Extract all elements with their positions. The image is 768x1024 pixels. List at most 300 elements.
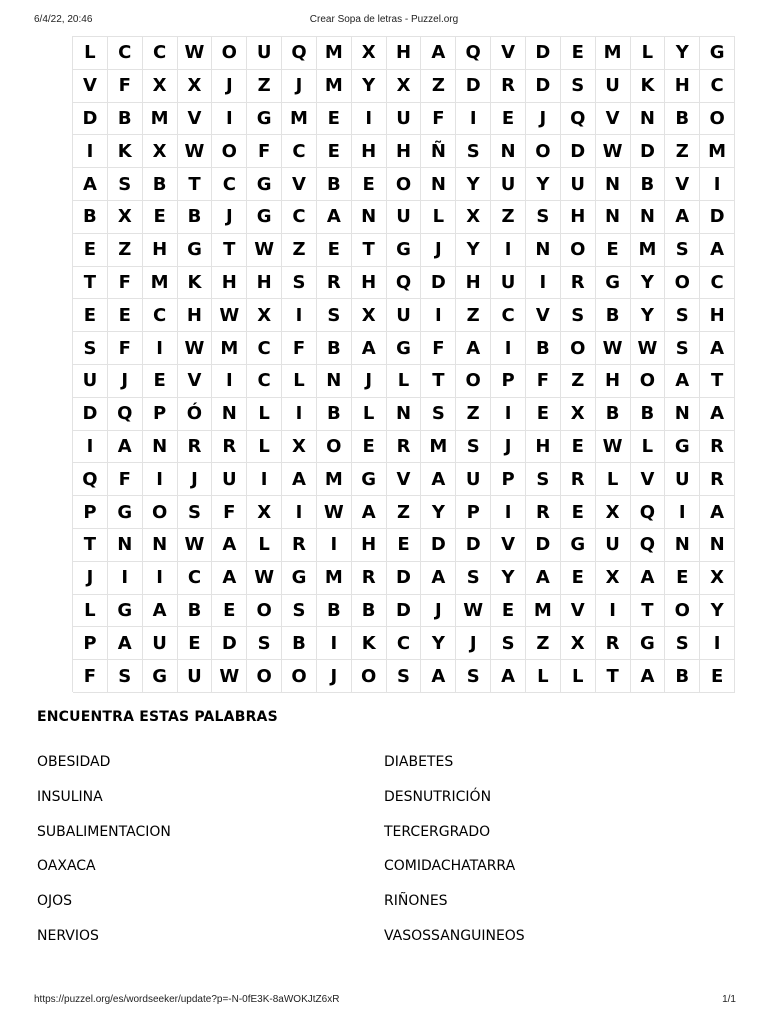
grid-cell[interactable]: A	[108, 431, 143, 464]
grid-cell[interactable]: T	[73, 267, 108, 300]
grid-cell[interactable]: S	[317, 299, 352, 332]
grid-cell[interactable]: G	[178, 234, 213, 267]
grid-cell[interactable]: B	[631, 398, 666, 431]
grid-cell[interactable]: M	[317, 463, 352, 496]
grid-cell[interactable]: Q	[631, 496, 666, 529]
grid-cell[interactable]: G	[631, 627, 666, 660]
grid-cell[interactable]: G	[108, 595, 143, 628]
grid-cell[interactable]: B	[73, 201, 108, 234]
grid-cell[interactable]: L	[561, 660, 596, 693]
grid-cell[interactable]: B	[317, 398, 352, 431]
grid-cell[interactable]: G	[387, 332, 422, 365]
grid-cell[interactable]: Z	[247, 70, 282, 103]
grid-cell[interactable]: M	[700, 135, 735, 168]
grid-cell[interactable]: X	[178, 70, 213, 103]
grid-cell[interactable]: H	[456, 267, 491, 300]
grid-cell[interactable]: G	[561, 529, 596, 562]
grid-cell[interactable]: M	[631, 234, 666, 267]
grid-cell[interactable]: C	[282, 201, 317, 234]
grid-cell[interactable]: U	[247, 37, 282, 70]
grid-cell[interactable]: S	[178, 496, 213, 529]
grid-cell[interactable]: I	[491, 496, 526, 529]
grid-cell[interactable]: J	[73, 562, 108, 595]
grid-cell[interactable]: S	[561, 70, 596, 103]
grid-cell[interactable]: J	[526, 103, 561, 136]
grid-cell[interactable]: F	[421, 332, 456, 365]
grid-cell[interactable]: O	[317, 431, 352, 464]
grid-cell[interactable]: M	[317, 70, 352, 103]
grid-cell[interactable]: X	[352, 37, 387, 70]
grid-cell[interactable]: M	[143, 103, 178, 136]
grid-cell[interactable]: V	[491, 37, 526, 70]
grid-cell[interactable]: U	[456, 463, 491, 496]
grid-cell[interactable]: P	[456, 496, 491, 529]
grid-cell[interactable]: D	[526, 529, 561, 562]
grid-cell[interactable]: G	[387, 234, 422, 267]
grid-cell[interactable]: X	[143, 135, 178, 168]
grid-cell[interactable]: N	[143, 431, 178, 464]
grid-cell[interactable]: I	[282, 299, 317, 332]
grid-cell[interactable]: S	[247, 627, 282, 660]
grid-cell[interactable]: D	[73, 398, 108, 431]
grid-cell[interactable]: I	[143, 463, 178, 496]
grid-cell[interactable]: M	[526, 595, 561, 628]
grid-cell[interactable]: A	[421, 562, 456, 595]
grid-cell[interactable]: I	[491, 332, 526, 365]
grid-cell[interactable]: D	[561, 135, 596, 168]
grid-cell[interactable]: B	[282, 627, 317, 660]
grid-cell[interactable]: A	[352, 332, 387, 365]
grid-cell[interactable]: Z	[665, 135, 700, 168]
grid-cell[interactable]: E	[526, 398, 561, 431]
grid-cell[interactable]: N	[421, 168, 456, 201]
grid-cell[interactable]: A	[631, 660, 666, 693]
grid-cell[interactable]: R	[561, 267, 596, 300]
grid-cell[interactable]: D	[526, 37, 561, 70]
grid-cell[interactable]: Z	[561, 365, 596, 398]
grid-cell[interactable]: L	[247, 431, 282, 464]
grid-cell[interactable]: I	[421, 299, 456, 332]
grid-cell[interactable]: T	[700, 365, 735, 398]
grid-cell[interactable]: I	[352, 103, 387, 136]
grid-cell[interactable]: K	[631, 70, 666, 103]
grid-cell[interactable]: A	[700, 398, 735, 431]
grid-cell[interactable]: S	[421, 398, 456, 431]
grid-cell[interactable]: I	[526, 267, 561, 300]
grid-cell[interactable]: H	[178, 299, 213, 332]
grid-cell[interactable]: X	[456, 201, 491, 234]
grid-cell[interactable]: Z	[282, 234, 317, 267]
grid-cell[interactable]: Y	[526, 168, 561, 201]
grid-cell[interactable]: Y	[631, 267, 666, 300]
grid-cell[interactable]: A	[352, 496, 387, 529]
grid-cell[interactable]: I	[108, 562, 143, 595]
grid-cell[interactable]: I	[212, 365, 247, 398]
grid-cell[interactable]: L	[421, 201, 456, 234]
grid-cell[interactable]: C	[700, 267, 735, 300]
grid-cell[interactable]: B	[665, 660, 700, 693]
grid-cell[interactable]: P	[491, 365, 526, 398]
grid-cell[interactable]: L	[631, 431, 666, 464]
grid-cell[interactable]: U	[561, 168, 596, 201]
grid-cell[interactable]: L	[282, 365, 317, 398]
grid-cell[interactable]: L	[247, 398, 282, 431]
grid-cell[interactable]: N	[108, 529, 143, 562]
grid-cell[interactable]: B	[317, 595, 352, 628]
grid-cell[interactable]: B	[665, 103, 700, 136]
grid-cell[interactable]: I	[665, 496, 700, 529]
grid-cell[interactable]: L	[73, 595, 108, 628]
grid-cell[interactable]: C	[143, 37, 178, 70]
grid-cell[interactable]: X	[387, 70, 422, 103]
grid-cell[interactable]: W	[178, 135, 213, 168]
grid-cell[interactable]: R	[352, 562, 387, 595]
grid-cell[interactable]: L	[596, 463, 631, 496]
grid-cell[interactable]: Y	[700, 595, 735, 628]
grid-cell[interactable]: Q	[456, 37, 491, 70]
grid-cell[interactable]: I	[282, 398, 317, 431]
grid-cell[interactable]: E	[596, 234, 631, 267]
grid-cell[interactable]: J	[352, 365, 387, 398]
grid-cell[interactable]: O	[665, 595, 700, 628]
grid-cell[interactable]: E	[143, 365, 178, 398]
grid-cell[interactable]: D	[387, 595, 422, 628]
grid-cell[interactable]: B	[526, 332, 561, 365]
grid-cell[interactable]: I	[212, 103, 247, 136]
grid-cell[interactable]: M	[421, 431, 456, 464]
grid-cell[interactable]: Q	[387, 267, 422, 300]
grid-cell[interactable]: I	[491, 234, 526, 267]
grid-cell[interactable]: G	[352, 463, 387, 496]
grid-cell[interactable]: L	[526, 660, 561, 693]
grid-cell[interactable]: G	[282, 562, 317, 595]
grid-cell[interactable]: Q	[108, 398, 143, 431]
grid-cell[interactable]: L	[247, 529, 282, 562]
grid-cell[interactable]: R	[282, 529, 317, 562]
grid-cell[interactable]: U	[491, 168, 526, 201]
grid-cell[interactable]: S	[561, 299, 596, 332]
grid-cell[interactable]: R	[561, 463, 596, 496]
grid-cell[interactable]: A	[526, 562, 561, 595]
grid-cell[interactable]: X	[700, 562, 735, 595]
grid-cell[interactable]: X	[561, 398, 596, 431]
grid-cell[interactable]: G	[247, 103, 282, 136]
grid-cell[interactable]: M	[317, 562, 352, 595]
grid-cell[interactable]: D	[73, 103, 108, 136]
grid-cell[interactable]: K	[178, 267, 213, 300]
grid-cell[interactable]: Y	[491, 562, 526, 595]
grid-cell[interactable]: B	[596, 398, 631, 431]
grid-cell[interactable]: F	[108, 267, 143, 300]
grid-cell[interactable]: D	[456, 529, 491, 562]
grid-cell[interactable]: F	[526, 365, 561, 398]
grid-cell[interactable]: I	[596, 595, 631, 628]
grid-cell[interactable]: R	[526, 496, 561, 529]
grid-cell[interactable]: O	[143, 496, 178, 529]
grid-cell[interactable]: B	[596, 299, 631, 332]
grid-cell[interactable]: B	[317, 168, 352, 201]
grid-cell[interactable]: W	[178, 529, 213, 562]
grid-cell[interactable]: F	[108, 463, 143, 496]
grid-cell[interactable]: G	[665, 431, 700, 464]
grid-cell[interactable]: J	[421, 234, 456, 267]
grid-cell[interactable]: C	[108, 37, 143, 70]
grid-cell[interactable]: W	[178, 332, 213, 365]
grid-cell[interactable]: E	[73, 234, 108, 267]
grid-cell[interactable]: V	[596, 103, 631, 136]
grid-cell[interactable]: S	[665, 627, 700, 660]
grid-cell[interactable]: W	[631, 332, 666, 365]
grid-cell[interactable]: N	[387, 398, 422, 431]
grid-cell[interactable]: X	[352, 299, 387, 332]
grid-cell[interactable]: J	[491, 431, 526, 464]
grid-cell[interactable]: D	[456, 70, 491, 103]
grid-cell[interactable]: Y	[456, 168, 491, 201]
grid-cell[interactable]: C	[247, 365, 282, 398]
grid-cell[interactable]: P	[73, 627, 108, 660]
grid-cell[interactable]: E	[143, 201, 178, 234]
grid-cell[interactable]: U	[387, 103, 422, 136]
grid-cell[interactable]: X	[596, 496, 631, 529]
grid-cell[interactable]: A	[665, 201, 700, 234]
grid-cell[interactable]: A	[700, 234, 735, 267]
grid-cell[interactable]: X	[247, 299, 282, 332]
grid-cell[interactable]: A	[108, 627, 143, 660]
grid-cell[interactable]: O	[561, 332, 596, 365]
grid-cell[interactable]: X	[108, 201, 143, 234]
grid-cell[interactable]: E	[352, 431, 387, 464]
grid-cell[interactable]: G	[596, 267, 631, 300]
grid-cell[interactable]: N	[317, 365, 352, 398]
grid-cell[interactable]: S	[665, 234, 700, 267]
grid-cell[interactable]: P	[491, 463, 526, 496]
grid-cell[interactable]: Q	[561, 103, 596, 136]
grid-cell[interactable]: G	[700, 37, 735, 70]
grid-cell[interactable]: H	[665, 70, 700, 103]
grid-cell[interactable]: F	[108, 332, 143, 365]
grid-cell[interactable]: H	[352, 267, 387, 300]
grid-cell[interactable]: S	[282, 595, 317, 628]
grid-cell[interactable]: Z	[421, 70, 456, 103]
grid-cell[interactable]: T	[212, 234, 247, 267]
grid-cell[interactable]: R	[700, 463, 735, 496]
grid-cell[interactable]: O	[526, 135, 561, 168]
grid-cell[interactable]: T	[73, 529, 108, 562]
grid-cell[interactable]: E	[665, 562, 700, 595]
grid-cell[interactable]: Y	[421, 627, 456, 660]
grid-cell[interactable]: J	[282, 70, 317, 103]
grid-cell[interactable]: L	[73, 37, 108, 70]
grid-cell[interactable]: E	[178, 627, 213, 660]
grid-cell[interactable]: M	[282, 103, 317, 136]
grid-cell[interactable]: R	[178, 431, 213, 464]
grid-cell[interactable]: S	[108, 168, 143, 201]
grid-cell[interactable]: A	[317, 201, 352, 234]
grid-cell[interactable]: I	[700, 168, 735, 201]
grid-cell[interactable]: W	[212, 660, 247, 693]
grid-cell[interactable]: G	[247, 201, 282, 234]
grid-cell[interactable]: F	[108, 70, 143, 103]
grid-cell[interactable]: E	[387, 529, 422, 562]
grid-cell[interactable]: I	[73, 135, 108, 168]
grid-cell[interactable]: O	[352, 660, 387, 693]
grid-cell[interactable]: B	[143, 168, 178, 201]
grid-cell[interactable]: T	[596, 660, 631, 693]
grid-cell[interactable]: X	[247, 496, 282, 529]
grid-cell[interactable]: E	[561, 431, 596, 464]
grid-cell[interactable]: Z	[108, 234, 143, 267]
grid-cell[interactable]: I	[317, 627, 352, 660]
grid-cell[interactable]: R	[700, 431, 735, 464]
grid-cell[interactable]: C	[700, 70, 735, 103]
grid-cell[interactable]: O	[665, 267, 700, 300]
grid-cell[interactable]: H	[561, 201, 596, 234]
grid-cell[interactable]: Z	[456, 299, 491, 332]
grid-cell[interactable]: N	[143, 529, 178, 562]
grid-cell[interactable]: E	[561, 37, 596, 70]
grid-cell[interactable]: N	[665, 529, 700, 562]
grid-cell[interactable]: Y	[456, 234, 491, 267]
grid-cell[interactable]: C	[387, 627, 422, 660]
grid-cell[interactable]: I	[247, 463, 282, 496]
grid-cell[interactable]: E	[317, 103, 352, 136]
grid-cell[interactable]: M	[317, 37, 352, 70]
grid-cell[interactable]: D	[631, 135, 666, 168]
grid-cell[interactable]: A	[631, 562, 666, 595]
grid-cell[interactable]: A	[143, 595, 178, 628]
grid-cell[interactable]: V	[631, 463, 666, 496]
grid-cell[interactable]: J	[108, 365, 143, 398]
grid-cell[interactable]: D	[700, 201, 735, 234]
grid-cell[interactable]: O	[212, 37, 247, 70]
grid-cell[interactable]: O	[700, 103, 735, 136]
grid-cell[interactable]: I	[282, 496, 317, 529]
grid-cell[interactable]: J	[212, 70, 247, 103]
grid-cell[interactable]: T	[421, 365, 456, 398]
grid-cell[interactable]: S	[526, 201, 561, 234]
grid-cell[interactable]: O	[631, 365, 666, 398]
grid-cell[interactable]: Y	[665, 37, 700, 70]
grid-cell[interactable]: N	[526, 234, 561, 267]
grid-cell[interactable]: R	[212, 431, 247, 464]
grid-cell[interactable]: O	[561, 234, 596, 267]
grid-cell[interactable]: D	[421, 267, 456, 300]
grid-cell[interactable]: F	[421, 103, 456, 136]
grid-cell[interactable]: V	[73, 70, 108, 103]
grid-cell[interactable]: I	[456, 103, 491, 136]
grid-cell[interactable]: L	[387, 365, 422, 398]
grid-cell[interactable]: W	[212, 299, 247, 332]
grid-cell[interactable]: M	[596, 37, 631, 70]
grid-cell[interactable]: U	[178, 660, 213, 693]
grid-cell[interactable]: D	[212, 627, 247, 660]
grid-cell[interactable]: U	[73, 365, 108, 398]
grid-cell[interactable]: O	[247, 660, 282, 693]
grid-cell[interactable]: H	[247, 267, 282, 300]
grid-cell[interactable]: E	[561, 496, 596, 529]
grid-cell[interactable]: Y	[421, 496, 456, 529]
grid-cell[interactable]: X	[143, 70, 178, 103]
grid-cell[interactable]: O	[282, 660, 317, 693]
grid-cell[interactable]: Z	[491, 201, 526, 234]
grid-cell[interactable]: B	[352, 595, 387, 628]
grid-cell[interactable]: A	[456, 332, 491, 365]
grid-cell[interactable]: S	[665, 332, 700, 365]
grid-cell[interactable]: E	[561, 562, 596, 595]
grid-cell[interactable]: W	[456, 595, 491, 628]
grid-cell[interactable]: L	[631, 37, 666, 70]
grid-cell[interactable]: I	[491, 398, 526, 431]
grid-cell[interactable]: M	[143, 267, 178, 300]
grid-cell[interactable]: E	[73, 299, 108, 332]
grid-cell[interactable]: J	[212, 201, 247, 234]
grid-cell[interactable]: S	[387, 660, 422, 693]
grid-cell[interactable]: E	[491, 103, 526, 136]
grid-cell[interactable]: H	[526, 431, 561, 464]
grid-cell[interactable]: E	[212, 595, 247, 628]
grid-cell[interactable]: T	[178, 168, 213, 201]
grid-cell[interactable]: A	[665, 365, 700, 398]
grid-cell[interactable]: E	[108, 299, 143, 332]
grid-cell[interactable]: U	[212, 463, 247, 496]
grid-cell[interactable]: H	[212, 267, 247, 300]
grid-cell[interactable]: S	[526, 463, 561, 496]
grid-cell[interactable]: B	[178, 201, 213, 234]
grid-cell[interactable]: F	[282, 332, 317, 365]
grid-cell[interactable]: U	[387, 299, 422, 332]
grid-cell[interactable]: R	[491, 70, 526, 103]
grid-cell[interactable]: A	[73, 168, 108, 201]
grid-cell[interactable]: I	[317, 529, 352, 562]
grid-cell[interactable]: X	[282, 431, 317, 464]
grid-cell[interactable]: X	[561, 627, 596, 660]
grid-cell[interactable]: A	[421, 37, 456, 70]
grid-cell[interactable]: C	[491, 299, 526, 332]
grid-cell[interactable]: N	[631, 201, 666, 234]
grid-cell[interactable]: Q	[631, 529, 666, 562]
grid-cell[interactable]: C	[143, 299, 178, 332]
grid-cell[interactable]: W	[178, 37, 213, 70]
grid-cell[interactable]: N	[596, 168, 631, 201]
grid-cell[interactable]: N	[212, 398, 247, 431]
grid-cell[interactable]: Ó	[178, 398, 213, 431]
grid-cell[interactable]: I	[143, 332, 178, 365]
grid-cell[interactable]: N	[596, 201, 631, 234]
grid-cell[interactable]: S	[456, 562, 491, 595]
grid-cell[interactable]: I	[73, 431, 108, 464]
grid-cell[interactable]: I	[143, 562, 178, 595]
grid-cell[interactable]: S	[108, 660, 143, 693]
grid-cell[interactable]: D	[387, 562, 422, 595]
grid-cell[interactable]: H	[352, 135, 387, 168]
grid-cell[interactable]: O	[456, 365, 491, 398]
grid-cell[interactable]: B	[317, 332, 352, 365]
grid-cell[interactable]: U	[143, 627, 178, 660]
grid-cell[interactable]: D	[421, 529, 456, 562]
grid-cell[interactable]: V	[491, 529, 526, 562]
grid-cell[interactable]: U	[387, 201, 422, 234]
grid-cell[interactable]: U	[665, 463, 700, 496]
grid-cell[interactable]: N	[352, 201, 387, 234]
grid-cell[interactable]: S	[665, 299, 700, 332]
grid-cell[interactable]: F	[212, 496, 247, 529]
grid-cell[interactable]: M	[212, 332, 247, 365]
grid-cell[interactable]: Q	[73, 463, 108, 496]
grid-cell[interactable]: E	[317, 234, 352, 267]
grid-cell[interactable]: D	[526, 70, 561, 103]
grid-cell[interactable]: W	[596, 135, 631, 168]
grid-cell[interactable]: Y	[352, 70, 387, 103]
